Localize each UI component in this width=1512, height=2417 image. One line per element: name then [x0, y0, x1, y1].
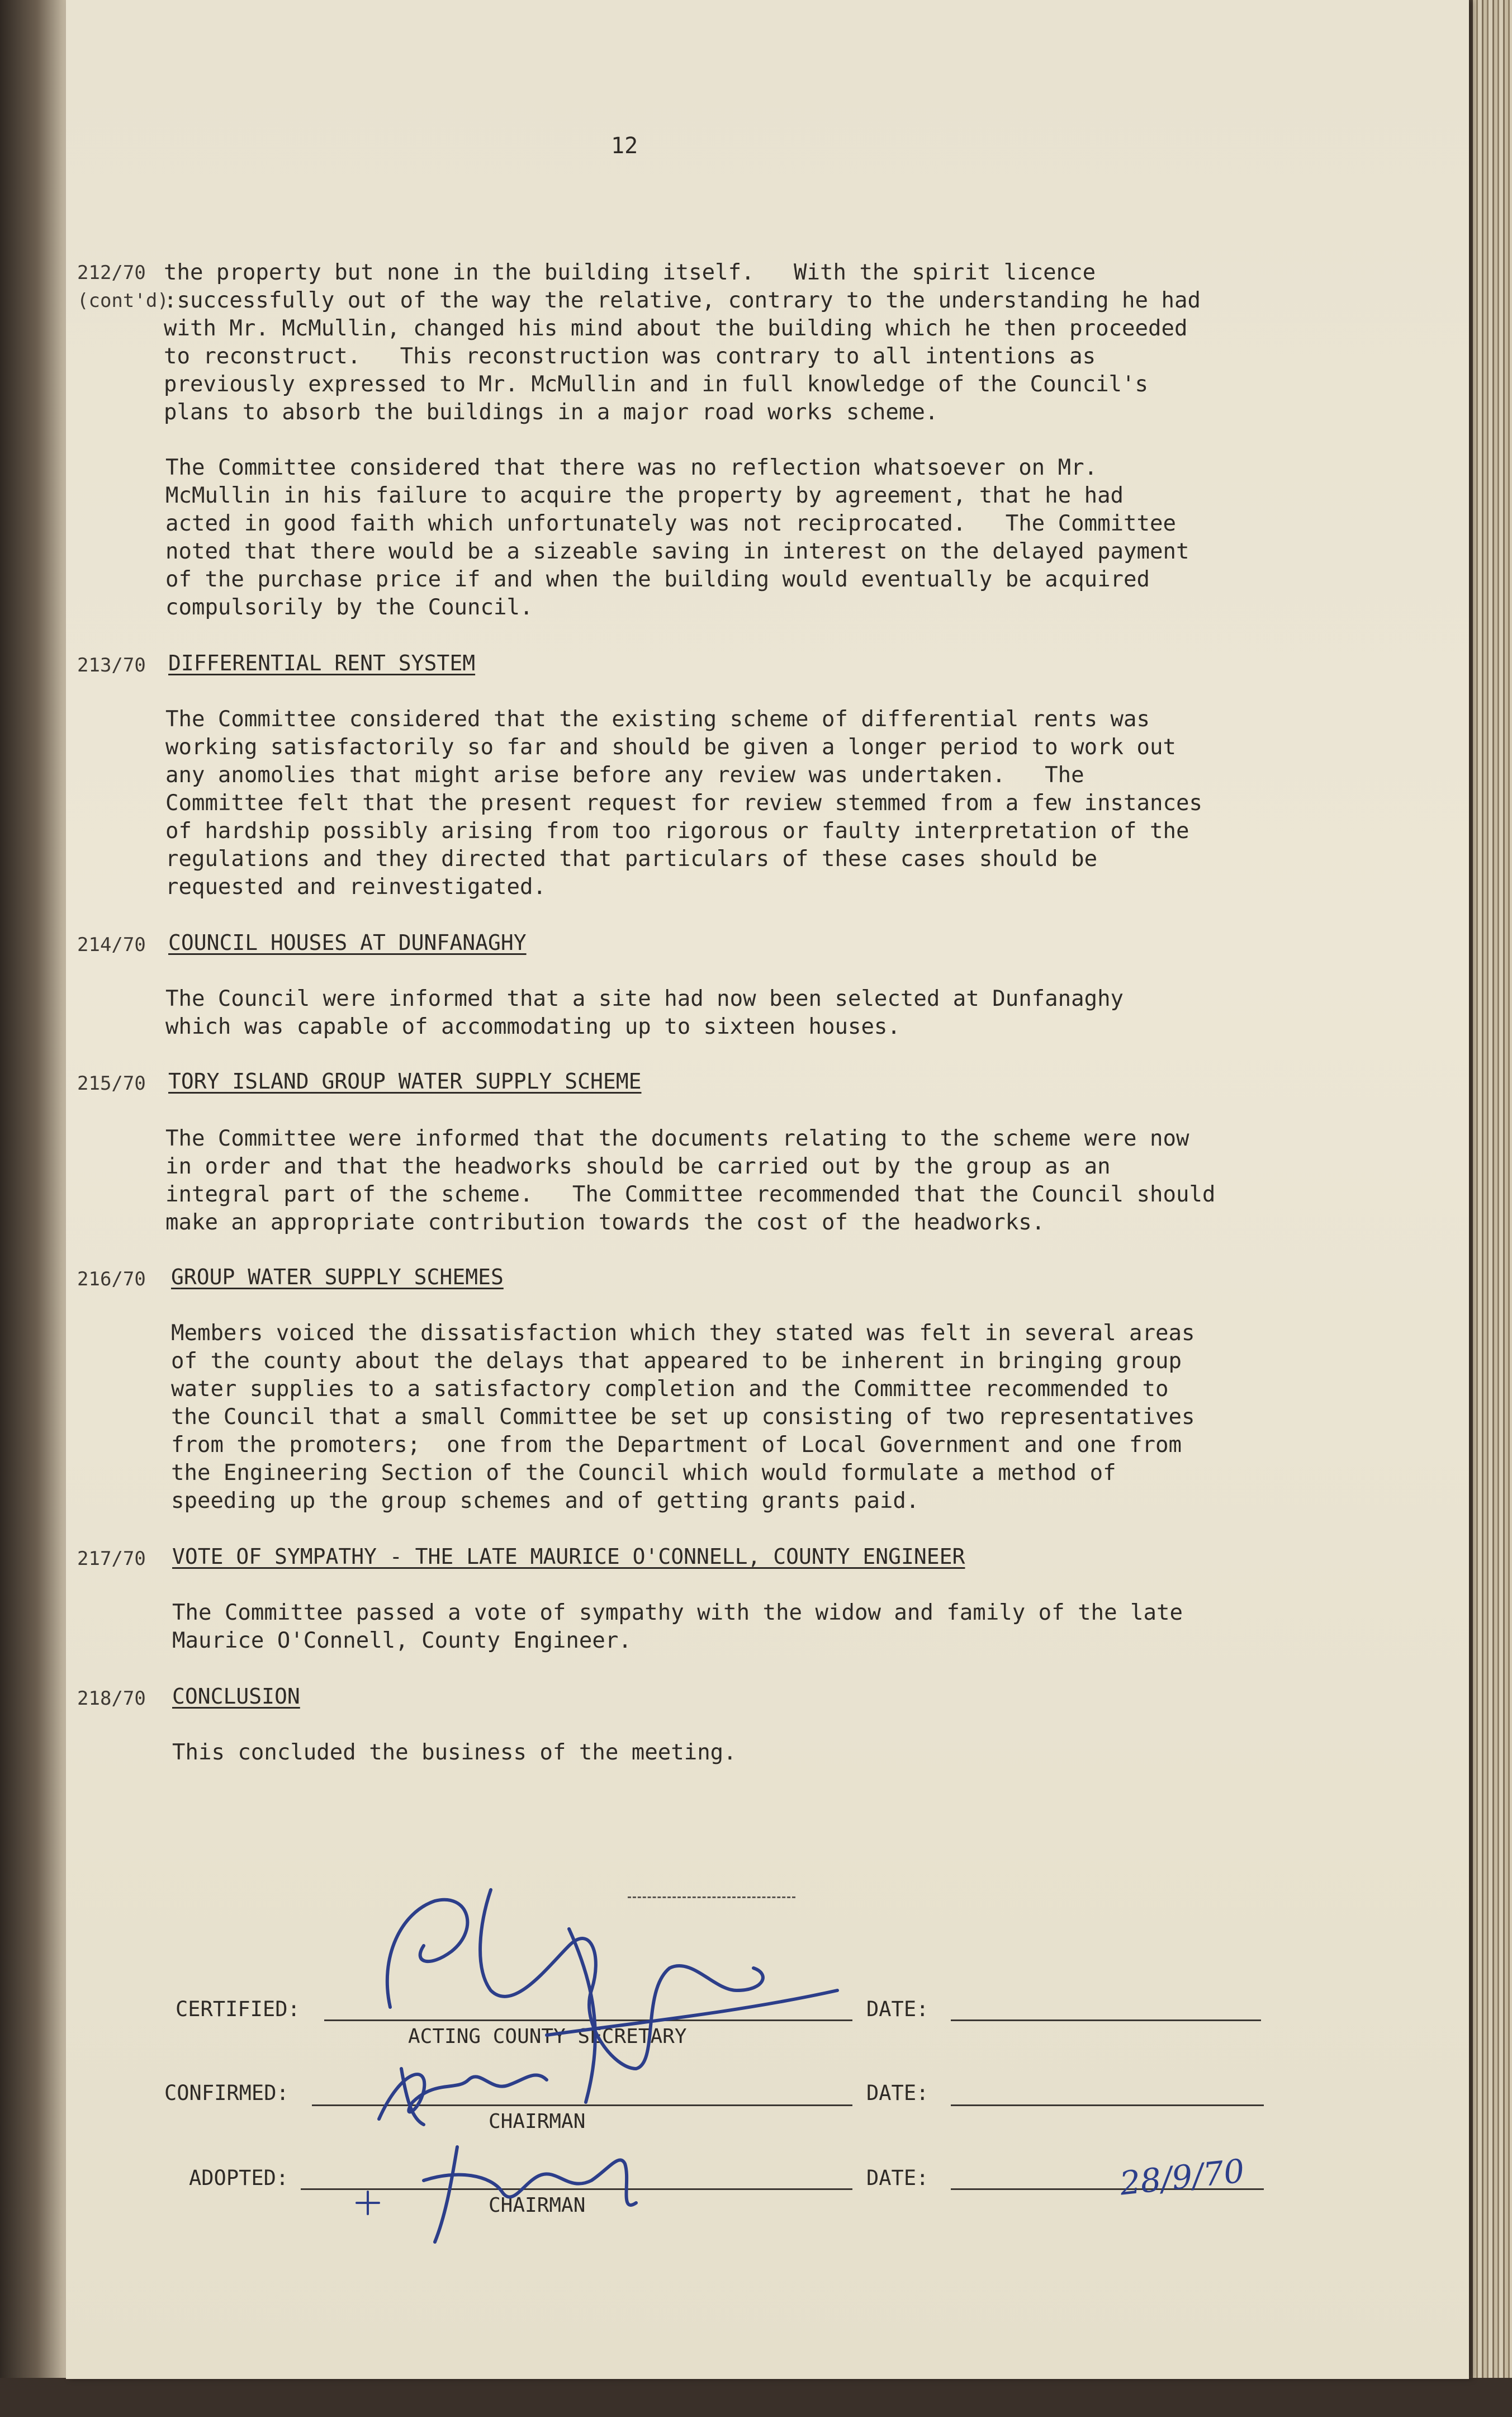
minute-number: 213/70 [77, 654, 146, 677]
minute-number: 218/70 [77, 1687, 146, 1710]
minute-heading: CONCLUSION [172, 1684, 300, 1709]
certified-signature-line [324, 2019, 852, 2021]
minute-paragraph: The Committee considered that the existing scheme of differential rents was working satisfactorily so far and should be given a longer period to work out any anomolies that might arise before any review was undertaken. The Committee felt that the present request for review stemmed from a few instances of hardship possibly arising from too rigorous or faulty interpretation of the regulations and they directed that particulars of these cases should be requested and reinvestigated. [165, 707, 1202, 900]
facing-page-edge [0, 0, 67, 2417]
minute-paragraph: Members voiced the dissatisfaction which they stated was felt in several areas of the county about the delays that appeared to be inherent in bringing group water supplies to a satisfactory completion and the Committee recommended to the Council that a small Committee be set up consisting of two representatives from the promoters; one from the Department of Local Government and one from the Engineering Section of the Council which would formulate a method of speeding up the group schemes and of getting grants paid. [171, 1321, 1195, 1513]
adopted-signature-line [301, 2188, 852, 2190]
minute-paragraph: The Committee passed a vote of sympathy with the widow and family of the late Maurice O'Connell, County Engineer. [172, 1600, 1183, 1653]
background-strip [0, 2378, 1512, 2417]
minute-number: 214/70 [77, 934, 146, 956]
minute-paragraph: The Council were informed that a site had now been selected at Dunfanaghy which was capable of accommodating up to sixteen houses. [165, 986, 1124, 1039]
minute-heading: GROUP WATER SUPPLY SCHEMES [171, 1265, 504, 1289]
confirmed-signature-line [312, 2104, 852, 2106]
confirmed-date-label: DATE: [866, 2081, 929, 2105]
certified-label: CERTIFIED: [176, 1997, 300, 2021]
decorative-rule [628, 1896, 795, 1898]
adopted-role: CHAIRMAN [489, 2194, 586, 2217]
minute-heading: DIFFERENTIAL RENT SYSTEM [168, 651, 476, 675]
minute-paragraph: The Committee considered that there was no reflection whatsoever on Mr. McMullin in his failure to acquire the property by agreement, that he had acted in good faith which unfortunately was not reciprocated. The Committee noted that there would be a sizeable saving in interest on the delayed payment of the purchase price if and when the building would eventually be acquired compulsorily by the Council. [165, 455, 1189, 620]
adopted-label: ADOPTED: [189, 2166, 289, 2190]
minute-paragraph: This concluded the business of the meeting. [172, 1740, 737, 1765]
book-binding-edge [1473, 0, 1512, 2417]
minutes-page [66, 0, 1469, 2379]
confirmed-role: CHAIRMAN [489, 2110, 586, 2133]
minute-heading: COUNCIL HOUSES AT DUNFANAGHY [168, 930, 527, 955]
page-number: 12 [611, 133, 638, 159]
minute-number: 216/70 [77, 1268, 146, 1290]
confirmed-label: CONFIRMED: [164, 2081, 289, 2105]
adopted-date-handwritten: 28/9/70 [1118, 2151, 1246, 2203]
confirmed-date-line [951, 2104, 1264, 2106]
minute-paragraph: The Committee were informed that the documents relating to the scheme were now in order and that the headworks should be carried out by the group as an integral part of the scheme. The Committee recommended that the Council should make an appropriate contribution towards the cost of the headworks. [165, 1126, 1216, 1235]
minute-number: 212/70 [77, 262, 146, 284]
minute-heading: VOTE OF SYMPATHY - THE LATE MAURICE O'CONNELL, COUNTY ENGINEER [172, 1544, 965, 1569]
certified-role: ACTING COUNTY SECRETARY [408, 2025, 687, 2048]
minute-heading: TORY ISLAND GROUP WATER SUPPLY SCHEME [168, 1069, 642, 1094]
minute-paragraph: the property but none in the building itself. With the spirit licence :successfully out of the way the relative, contrary to the understanding he had with Mr. McMullin, changed his mind about the building which he then proceeded to reconstruct. This reconstruction was contrary to all intentions as previously expressed to Mr. McMullin and in full knowledge of the Council's plans to absorb the buildings in a major road works scheme. [164, 260, 1201, 425]
certified-date-label: DATE: [866, 1997, 929, 2021]
continued-marker: (cont'd) [77, 290, 169, 312]
adopted-date-label: DATE: [866, 2166, 929, 2190]
certified-date-line [951, 2019, 1261, 2021]
minute-number: 215/70 [77, 1072, 146, 1095]
minute-number: 217/70 [77, 1548, 146, 1570]
